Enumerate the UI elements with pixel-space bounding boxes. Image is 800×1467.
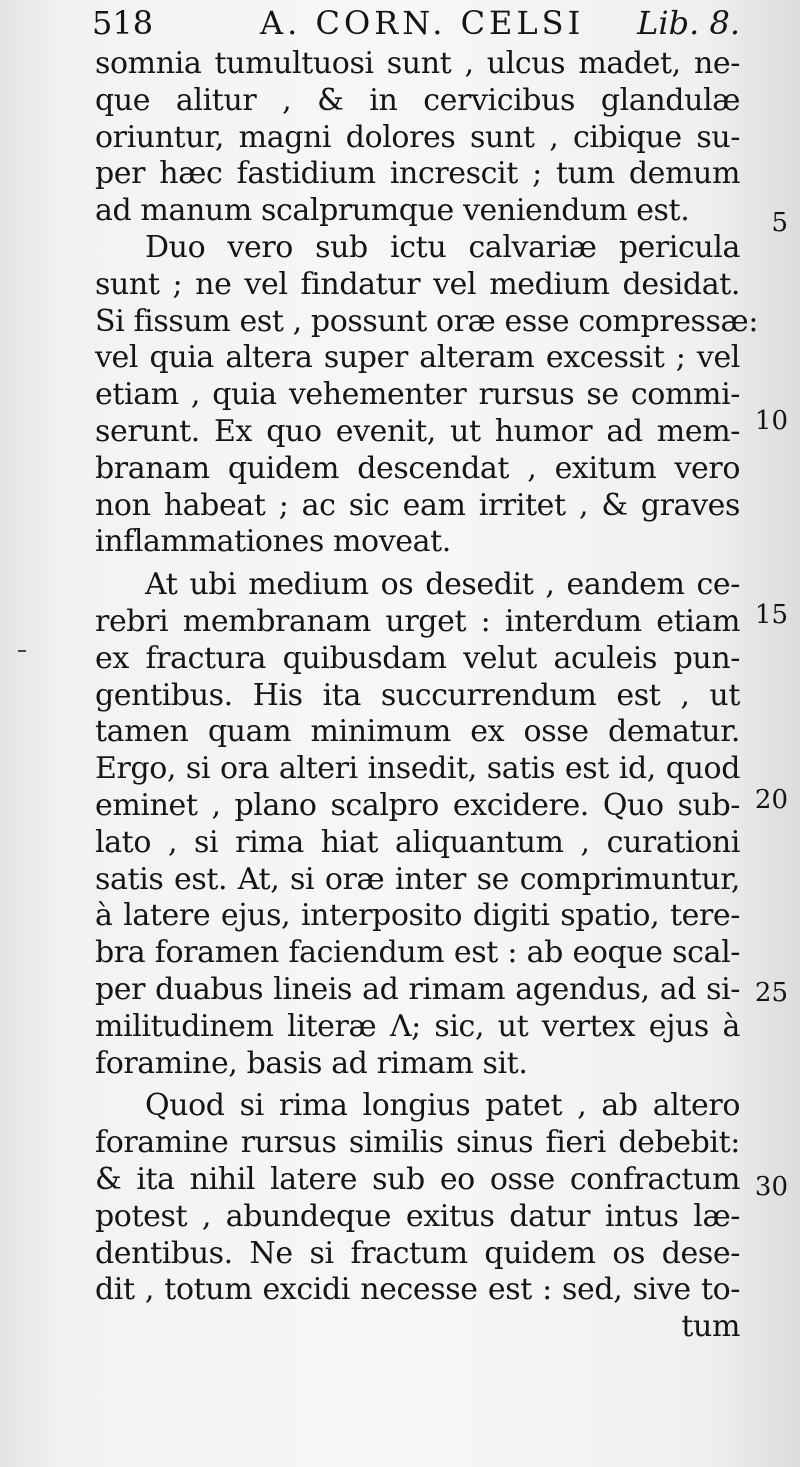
text-line: serunt. Ex quo evenit, ut humor ad mem- [95, 413, 740, 449]
text-line: dit , totum excidi necesse est : sed, sive to- [95, 1272, 740, 1308]
text-line: At ubi medium os desedit , eandem ce- [145, 567, 740, 603]
page-number: 518 [92, 4, 154, 42]
text-line: Quod si rima longius patet , ab altero [145, 1088, 740, 1124]
line-number-margin: 5 [771, 208, 788, 238]
line-number-margin: 30 [754, 1172, 788, 1202]
text-line: sunt ; ne vel findatur vel medium desidat. [95, 266, 740, 302]
text-line: potest , abundeque exitus datur intus læ- [95, 1198, 740, 1234]
text-line: per duabus lineis ad rimam agendus, ad si- [95, 971, 740, 1007]
line-number-margin: 10 [754, 406, 788, 436]
book-label: Lib. 8. [637, 4, 740, 42]
text-line: Si fissum est , possunt oræ esse compressæ: [95, 303, 759, 339]
text-line: tamen quam minimum ex osse dematur. [95, 714, 740, 750]
text-body [95, 46, 759, 1346]
line-number-margin: 20 [754, 785, 788, 815]
catchword: tum [681, 1309, 740, 1345]
margin-mark [18, 650, 26, 652]
text-line: & ita nihil latere sub eo osse confractum [95, 1161, 740, 1197]
text-line: branam quidem descendat , exitum vero [95, 450, 740, 486]
running-head [92, 4, 740, 50]
text-line: etiam , quia vehementer rursus se commi- [95, 377, 740, 413]
text-line: non habeat ; ac sic eam irritet , & graves [95, 487, 740, 523]
text-line: bra foramen faciendum est : ab eoque scal- [95, 935, 740, 971]
text-line: oriuntur, magni dolores sunt , cibique su- [95, 119, 740, 155]
text-line: lato , si rima hiat aliquantum , curationi [95, 824, 740, 860]
text-line: ad manum scalprumque veniendum est. [95, 193, 690, 229]
text-line: Ergo, si ora alteri insedit, satis est id, quod [95, 751, 740, 787]
text-line: à latere ejus, interposito digiti spatio, tere- [95, 898, 740, 934]
text-line: per hæc fastidium increscit ; tum demum [95, 156, 740, 192]
text-line: militudinem literæ Λ; sic, ut vertex ejus à [95, 1008, 740, 1044]
text-line: que alitur , & in cervicibus glandulæ [95, 82, 740, 118]
text-line: inflammationes moveat. [95, 524, 451, 560]
text-line: vel quia altera super alteram excessit ; vel [95, 340, 740, 376]
running-title: A. CORN. CELSI [260, 4, 585, 42]
text-line: rebri membranam urget : interdum etiam [95, 603, 740, 639]
text-line: ex fractura quibusdam velut aculeis pun- [95, 640, 740, 676]
text-line: foramine rursus similis sinus fieri debebit: [95, 1125, 740, 1161]
text-line: foramine, basis ad rimam sit. [95, 1045, 528, 1081]
text-line: eminet , plano scalpro excidere. Quo sub- [95, 787, 740, 823]
line-number-margin: 15 [754, 600, 788, 630]
text-line: dentibus. Ne si fractum quidem os dese- [95, 1235, 740, 1271]
text-line: somnia tumultuosi sunt , ulcus madet, ne- [95, 46, 740, 81]
text-line: Duo vero sub ictu calvariæ pericula [145, 229, 740, 265]
line-number-margin: 25 [754, 978, 788, 1008]
text-line: satis est. At, si oræ inter se comprimuntur, [95, 861, 740, 897]
text-line: gentibus. His ita succurrendum est , ut [95, 677, 740, 713]
